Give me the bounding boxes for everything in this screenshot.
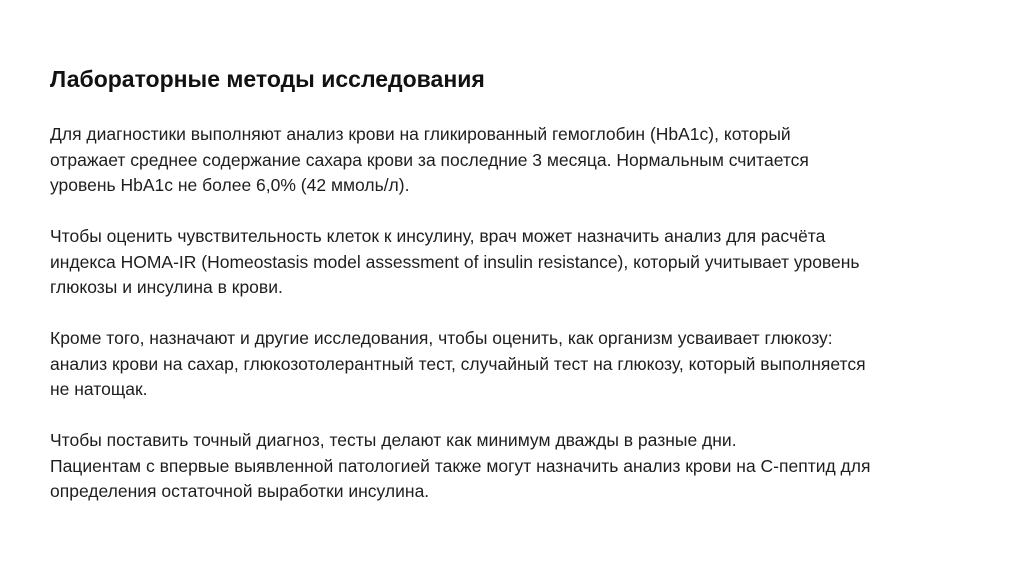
text-line: отражает среднее содержание сахара крови за последние 3 месяца. Нормальным считается bbox=[50, 149, 809, 170]
text-line: анализ крови на сахар, глюкозотолерантный тест, случайный тест на глюкозу, который выполняется bbox=[50, 353, 866, 374]
text-line: уровень HbA1c не более 6,0% (42 ммоль/л). bbox=[50, 175, 410, 195]
slide-title: Лабораторные методы исследования bbox=[50, 66, 485, 92]
paragraph-diagnosis bbox=[50, 428, 990, 505]
text-line: Чтобы поставить точный диагноз, тесты делают как минимум дважды в разные дни. bbox=[50, 430, 737, 450]
text-line: Чтобы оценить чувствительность клеток к инсулину, врач может назначить анализ для расчёта bbox=[50, 226, 826, 246]
slide-body bbox=[50, 122, 990, 505]
text-line: Кроме того, назначают и другие исследования, чтобы оценить, как организм усваивает глюкозу: bbox=[50, 328, 833, 348]
text-line: Пациентам с впервые выявленной патологией также могут назначить анализ крови на С-пептид для bbox=[50, 455, 871, 476]
paragraph-hba1c bbox=[50, 122, 990, 199]
paragraph-glucose-tests bbox=[50, 326, 990, 403]
text-line: не натощак. bbox=[50, 379, 148, 399]
text-line: Для диагностики выполняют анализ крови на гликированный гемоглобин (HbA1c), который bbox=[50, 124, 791, 144]
text-line: индекса HOMA-IR (Homeostasis model assessment of insulin resistance), который учитывает уровень bbox=[50, 251, 860, 272]
text-line: глюкозы и инсулина в крови. bbox=[50, 277, 283, 297]
text-line: определения остаточной выработки инсулина. bbox=[50, 481, 430, 501]
paragraph-homa-ir bbox=[50, 224, 990, 301]
